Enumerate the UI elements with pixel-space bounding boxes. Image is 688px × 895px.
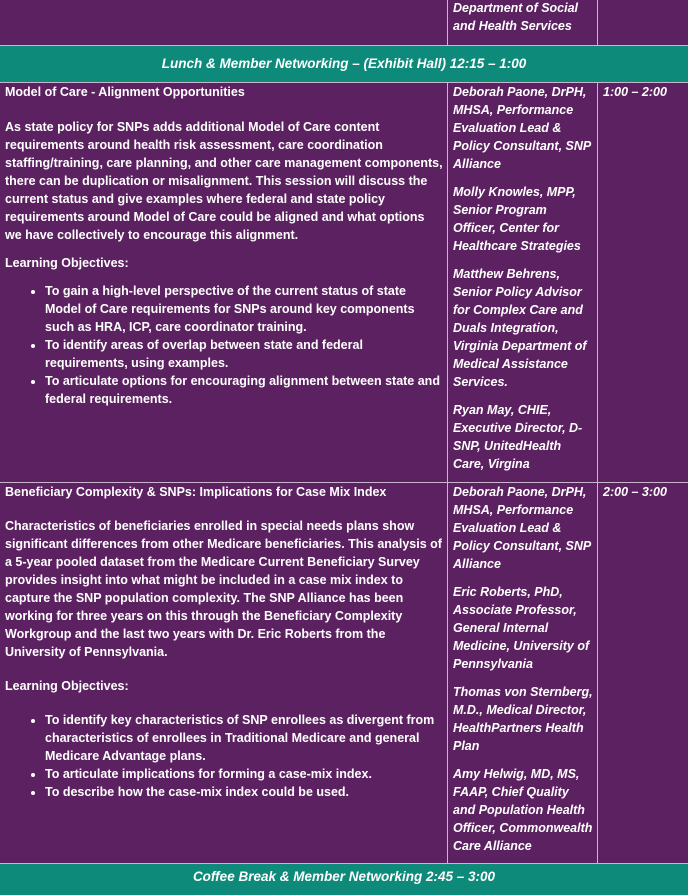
- speaker-cell: [453, 0, 598, 45]
- time-cell: [603, 483, 688, 863]
- lunch-band-text: Lunch & Member Networking – (Exhibit Hall) 12:15 – 1:00: [161, 56, 527, 71]
- session-title: Beneficiary Complexity & SNPs: Implications for Case Mix Index: [5, 485, 387, 499]
- session-description: As state policy for SNPs adds additional Model of Care content requirements around health risk assessment, care coordination staffing/training, care planning, and other care management components, there can be duplication or misalignment. This session will discuss the current status and give examples where federal and state policy requirements around Model of Care could be aligned and what options we have collectively to encourage this alignment.: [5, 120, 443, 242]
- objective-item: • To describe how the case-mix index could be used.: [45, 783, 443, 801]
- speaker-entry: Deborah Paone, DrPH, MHSA, Performance Evaluation Lead & Policy Consultant, SNP Alliance: [453, 485, 591, 571]
- time-cell: [603, 83, 688, 482]
- row-divider: [0, 45, 688, 46]
- speaker-entry: Amy Helwig, MD, MS, FAAP, Chief Quality and Population Health Officer, Commonwealth Care Alliance: [453, 767, 593, 853]
- agenda-row-top: [0, 0, 688, 45]
- speakers-cell: [453, 83, 593, 482]
- session-row-model-of-care: [0, 83, 688, 482]
- objective-item: • To gain a high-level perspective of the current status of state Model of Care requirements for SNPs around key components such as HRA, ICP, care coordinator training.: [45, 282, 443, 336]
- column-divider: [597, 83, 598, 482]
- column-divider: [447, 483, 448, 863]
- session-time: 1:00 – 2:00: [603, 85, 667, 99]
- column-divider: [597, 0, 598, 45]
- objective-item: • To identify areas of overlap between state and federal requirements, using examples.: [45, 336, 443, 372]
- objective-item: • To articulate options for encouraging alignment between state and federal requirements.: [45, 372, 443, 408]
- objective-item: • To articulate implications for forming a case-mix index.: [45, 765, 443, 783]
- speaker-entry: Department of Social and Health Services: [453, 1, 579, 33]
- objectives-list: [5, 711, 443, 801]
- speaker-entry: Deborah Paone, DrPH, MHSA, Performance Evaluation Lead & Policy Consultant, SNP Alliance: [453, 85, 591, 171]
- speaker-entry: Molly Knowles, MPP, Senior Program Officer, Center for Healthcare Strategies: [453, 185, 581, 253]
- speaker-entry: Matthew Behrens, Senior Policy Advisor for Complex Care and Duals Integration, Virginia Department of Medical Assistance Services.: [453, 267, 587, 389]
- objectives-list: [5, 282, 443, 408]
- session-description-cell: [5, 83, 443, 482]
- learning-objectives-label: Learning Objectives:: [5, 679, 129, 693]
- session-time: 2:00 – 3:00: [603, 485, 667, 499]
- speaker-entry: Eric Roberts, PhD, Associate Professor, General Internal Medicine, University of Pennsylvania: [453, 585, 590, 671]
- learning-objectives-label: Learning Objectives:: [5, 256, 129, 270]
- coffee-band-text: Coffee Break & Member Networking 2:45 – 3:00: [192, 869, 496, 884]
- column-divider: [447, 0, 448, 45]
- session-description: Characteristics of beneficiaries enrolled in special needs plans show significant differences from other Medicare beneficiaries. This analysis of a 5-year pooled dataset from the Medicare Current Beneficiary Survey provides insight into what might be included in a case mix index to capture the SNP population complexity. The SNP Alliance has been working for three years on this through the Beneficiary Complexity Workgroup and the last two years with Dr. Eric Roberts from the University of Pennsylvania.: [5, 519, 442, 659]
- session-row-beneficiary-complexity: [0, 483, 688, 863]
- speaker-entry: Thomas von Sternberg, M.D., Medical Director, HealthPartners Health Plan: [453, 685, 593, 753]
- column-divider: [597, 483, 598, 863]
- speakers-cell: [453, 483, 593, 863]
- lunch-band: [0, 45, 688, 82]
- column-divider: [447, 83, 448, 482]
- session-description-cell: [5, 483, 443, 863]
- objective-item: • To identify key characteristics of SNP enrollees as divergent from characteristics of enrollees in Traditional Medicare and general Medicare Advantage plans.: [45, 711, 443, 765]
- session-title: Model of Care - Alignment Opportunities: [5, 85, 245, 99]
- speaker-entry: Ryan May, CHIE, Executive Director, D-SNP, UnitedHealth Care, Virgina: [453, 403, 583, 471]
- coffee-band: [0, 864, 688, 895]
